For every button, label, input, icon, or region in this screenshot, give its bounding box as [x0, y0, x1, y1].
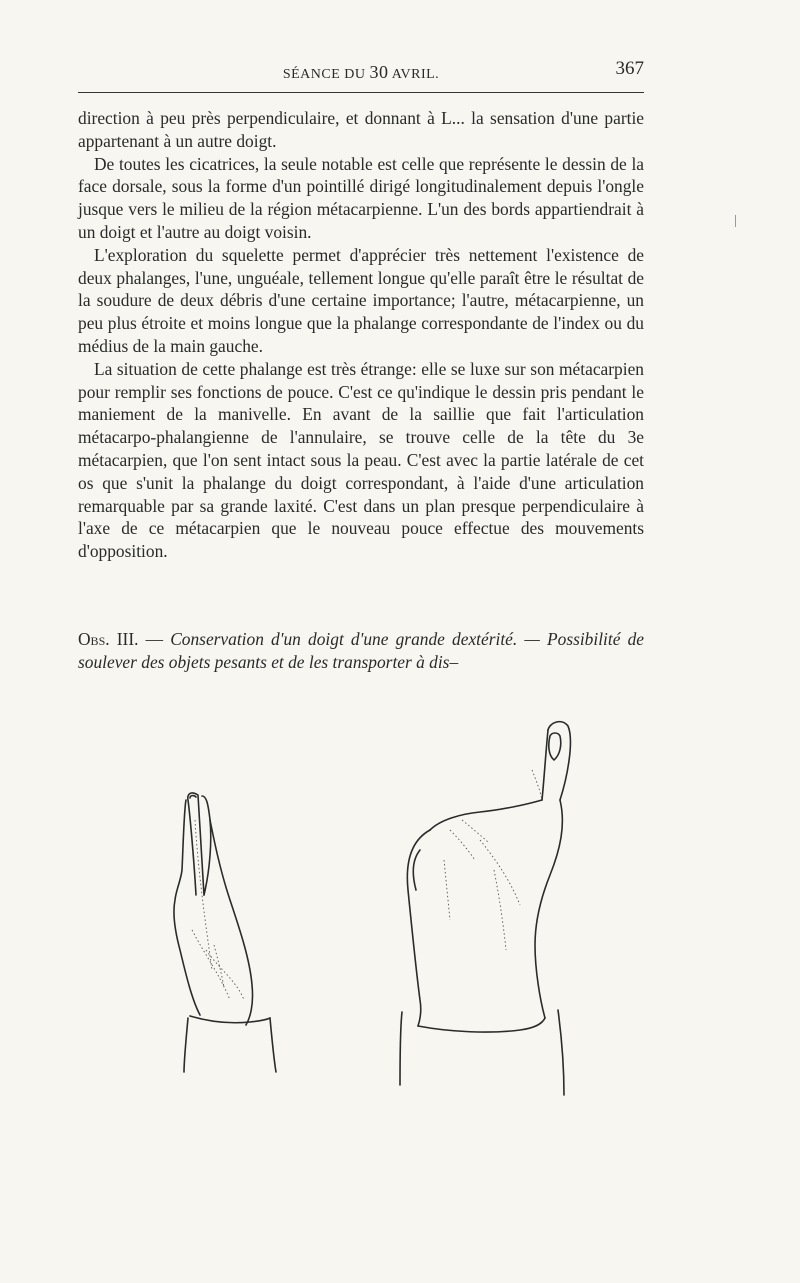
page-number: 367	[615, 58, 644, 79]
hand-illustration	[150, 700, 610, 1140]
margin-mark	[735, 215, 736, 227]
observation-title: Conservation d'un doigt d'une grande dextérité. — Possibilité de soulever des objets pesants et de les transporter à dis–	[78, 629, 645, 672]
paragraph-3: L'exploration du squelette permet d'apprécier très nettement l'existence de deux phalanges, l'une, unguéale, tellement longue qu'elle paraît être le résultat de la soudure de deux débris d'une certaine importance; l'autre, métacarpienne, un peu plus étroite et moins longue que la phalange correspondante de l'index ou du médius de la main gauche.	[78, 244, 644, 356]
observation-heading	[78, 628, 644, 674]
paragraph-1: direction à peu près perpendiculaire, et donnant à L... la sensation d'une partie appartenant à un autre doigt.	[78, 108, 644, 151]
header-rule	[78, 92, 644, 93]
paragraph-4: La situation de cette phalange est très étrange: elle se luxe sur son métacarpien pour remplir ses fonctions de pouce. C'est ce qu'indique le dessin pris pendant le maniement de la manivelle. En avant de la saillie que fait l'articulation métacarpo-phalangienne de l'annulaire, se trouve celle de la tête du 3e métacarpien, que l'on sent intact sous la peau. C'est avec la partie latérale de cet os que s'unit la phalange du doigt correspondant, à l'aide d'une articulation remarquable par sa grande laxité. C'est dans un plan presque perpendiculaire à l'axe de ce métacarpien que le nouveau pouce effectue des mouvements d'opposition.	[78, 358, 644, 562]
observation-dash: —	[138, 629, 171, 649]
header-title	[78, 62, 644, 83]
running-header	[78, 58, 644, 84]
observation-label: Obs. III.	[78, 629, 139, 649]
hand-drawings-svg	[150, 700, 610, 1140]
body-text	[78, 107, 644, 563]
header-title-prefix: SÉANCE DU	[282, 67, 370, 82]
header-title-day: 30	[369, 62, 389, 82]
paragraph-2: De toutes les cicatrices, la seule notable est celle que représente le dessin de la face dorsale, sous la forme d'un pointillé dirigé longitudinalement depuis l'ongle jusque vers le milieu de la région métacarpienne. L'un des bords appartiendrait à un doigt et l'autre au doigt voisin.	[78, 153, 644, 242]
right-hand-drawing	[400, 722, 570, 1095]
left-hand-drawing	[174, 793, 276, 1072]
header-title-suffix: AVRIL.	[388, 67, 440, 82]
